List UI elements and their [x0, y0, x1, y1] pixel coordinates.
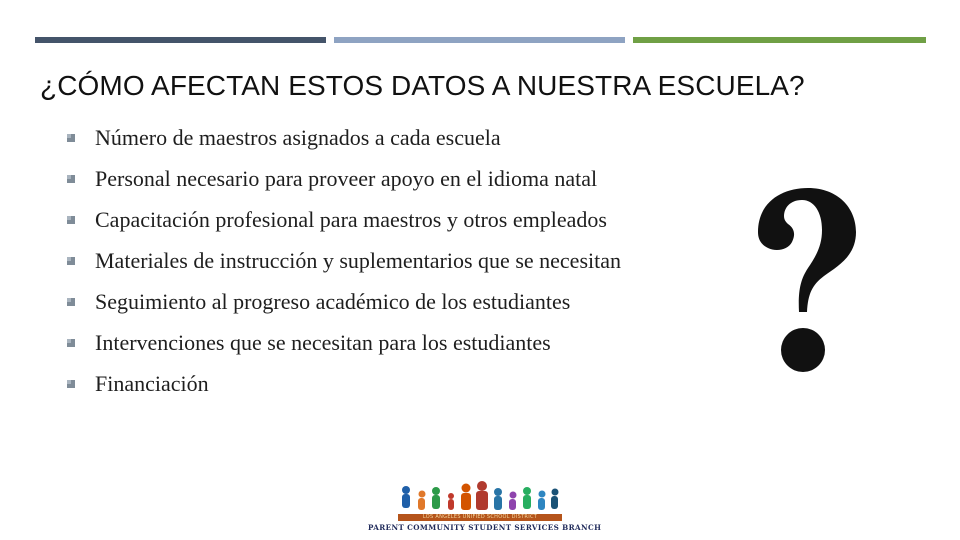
square-bullet-icon [66, 297, 76, 307]
square-bullet-icon [66, 174, 76, 184]
list-item [66, 363, 621, 404]
list-item [66, 322, 621, 363]
list-item [66, 199, 621, 240]
header-bar-green [633, 37, 926, 43]
square-bullet-icon [66, 133, 76, 143]
square-bullet-icon [66, 256, 76, 266]
bullet-text: Seguimiento al progreso académico de los estudiantes [95, 288, 571, 314]
logo-caption: PARENT COMMUNITY STUDENT SERVICES BRANCH [368, 523, 602, 532]
bullet-text: Intervenciones que se necesitan para los estudiantes [95, 329, 551, 355]
logo-banner: LOS ANGELES UNIFIED SCHOOL DISTRICT [398, 514, 562, 521]
bullet-text: Capacitación profesional para maestros y otros empleados [95, 206, 607, 232]
list-item [66, 158, 621, 199]
square-bullet-icon [66, 379, 76, 389]
bullet-text: Financiación [95, 370, 209, 396]
people-figures-icon [396, 478, 561, 516]
bullet-text: Materiales de instrucción y suplementarios que se necesitan [95, 247, 621, 273]
header-bar-dark [35, 37, 326, 43]
square-bullet-icon [66, 215, 76, 225]
bullet-text: Personal necesario para proveer apoyo en el idioma natal [95, 165, 598, 191]
square-bullet-icon [66, 338, 76, 348]
question-mark-icon [750, 180, 860, 380]
list-item [66, 281, 621, 322]
bullet-text: Número de maestros asignados a cada escuela [95, 124, 501, 150]
slide-title: ¿CÓMO AFECTAN ESTOS DATOS A NUESTRA ESCUELA? [40, 70, 805, 101]
list-item [66, 240, 621, 281]
bullet-list [66, 117, 621, 404]
header-bar-light [334, 37, 625, 43]
list-item [66, 117, 621, 158]
district-logo [368, 478, 602, 536]
